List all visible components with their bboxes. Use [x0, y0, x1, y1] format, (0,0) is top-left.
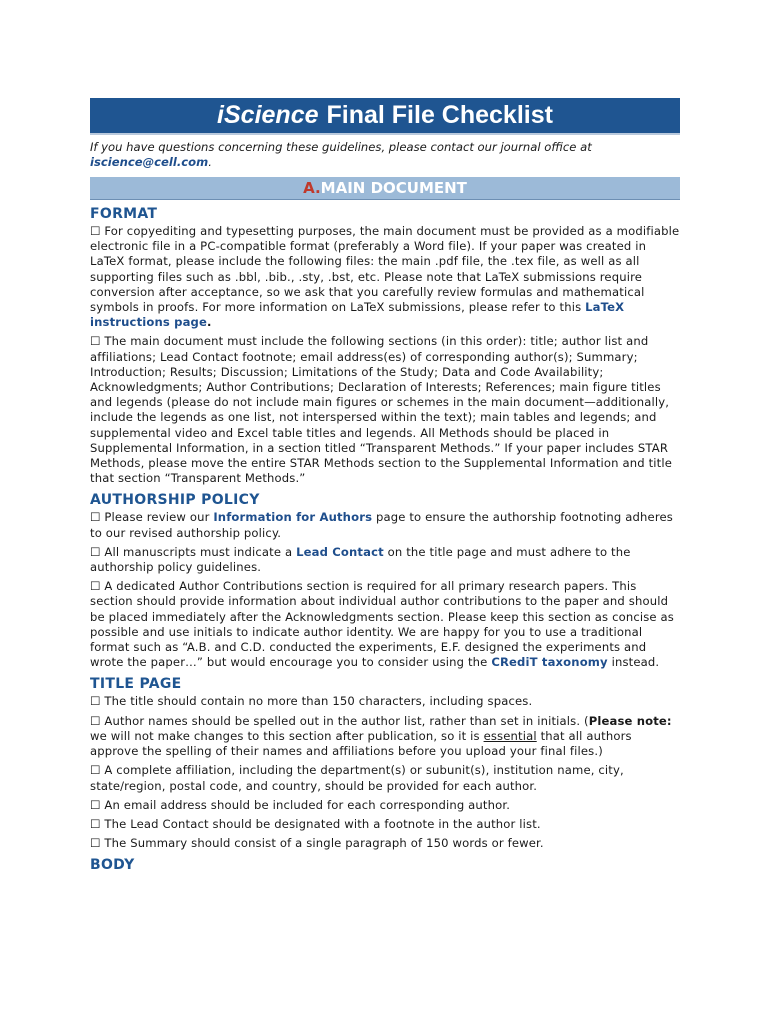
- intro-text: If you have questions concerning these guidelines, please contact our journal office at iscience@cell.com.: [90, 140, 592, 169]
- heading-format: FORMAT: [90, 206, 158, 222]
- checkbox-icon[interactable]: ☐: [90, 224, 101, 238]
- checklist-item-authorship-2: ☐ All manuscripts must indicate a Lead Contact on the title page and must adhere to the authorship policy guidelines.: [90, 544, 631, 575]
- title-text: Final File Checklist: [326, 101, 553, 129]
- checklist-item-authorship-1: ☐ Please review our Information for Authors page to ensure the authorship footnoting adheres to our revised authorship policy.: [90, 510, 673, 540]
- checklist-item-format-2: ☐ The main document must include the following sections (in this order): title; author list and affiliations; Lead Contact footnote; email address(es) of corresponding author(s); Summary; Introduction; Results; Discussion; Limitations of the Study; Data and Code Availability; Acknowledgments; Author Contributions; Declaration of Interests; References; main figure titles and legends (please do not include main figures or schemes in the main document—additionally, include the legends as one list, not interspersed within the text); main tables and legends; and supplemental video and Excel table titles and legends. All Methods should be placed in Supplemental Information, in a section titled “Transparent Methods.” If your paper includes STAR Methods, please move the entire STAR Methods section to the Supplemental Information and title that section “Transparent Methods.”: [90, 334, 672, 486]
- information-for-authors-link[interactable]: Information for Authors: [213, 510, 373, 525]
- credit-taxonomy-link[interactable]: CRediT taxonomy: [491, 655, 608, 670]
- lead-contact-link[interactable]: Lead Contact: [296, 544, 384, 559]
- latex-instructions-link[interactable]: LaTeX instructions page: [90, 300, 625, 330]
- heading-title-page: TITLE PAGE: [90, 676, 182, 693]
- checklist-item-title-4: ☐ An email address should be included for each corresponding author.: [90, 797, 511, 812]
- checklist-item-title-2: ☐ Author names should be spelled out in the author list, rather than set in initials. (Please note: we will not make changes to this section after publication, so it is essential that all authors approve the spelling of their names and affiliations before you upload your final files.): [90, 713, 672, 759]
- heading-body: BODY: [90, 857, 135, 874]
- checklist-item-title-3: ☐ A complete affiliation, including the department(s) or subunit(s), institution name, city, state/region, postal code, and country, should be provided for each author.: [90, 763, 624, 793]
- checkbox-icon[interactable]: ☐: [90, 816, 101, 831]
- checkbox-icon[interactable]: ☐: [90, 836, 101, 851]
- email-link[interactable]: iscience@cell.com: [90, 155, 209, 169]
- checklist-item-authorship-3: ☐ A dedicated Author Contributions section is required for all primary research papers. This section should provide information about individual author contributions to the paper and should be placed immediately after the Acknowledgments section. Please keep this section as concise as possible and use initials to indicate author identity. We are happy for you to use a traditional format such as “A.B. and C.D. conducted the experiments, E.F. designed the experiments and wrote the paper…” but would encourage you to consider using the CRediT taxonomy instead.: [90, 579, 674, 670]
- checkbox-icon[interactable]: ☐: [90, 694, 101, 709]
- checkbox-icon[interactable]: ☐: [90, 544, 101, 559]
- heading-authorship-policy: AUTHORSHIP POLICY: [90, 492, 260, 509]
- page-title: [90, 98, 680, 135]
- section-letter: A.: [303, 179, 321, 197]
- checkbox-icon[interactable]: ☐: [90, 763, 101, 778]
- checkbox-icon[interactable]: ☐: [90, 510, 101, 525]
- checklist-page: [90, 98, 680, 875]
- checklist-item-title-6: ☐ The Summary should consist of a single paragraph of 150 words or fewer.: [90, 836, 544, 851]
- section-label: MAIN DOCUMENT: [320, 179, 467, 197]
- checklist-item-title-5: ☐ The Lead Contact should be designated with a footnote in the author list.: [90, 816, 541, 831]
- checkbox-icon[interactable]: ☐: [90, 579, 101, 594]
- checklist-item-title-1: ☐ The title should contain no more than 150 characters, including spaces.: [90, 694, 533, 709]
- checklist-item-format-1: ☐ For copyediting and typesetting purposes, the main document must be provided as a modifiable electronic file in a PC-compatible format (preferably a Word file). If your paper was created in LaTeX format, please include the following files: the main .pdf file, the .tex file, as well as all supporting files such as .bbl, .bib., .sty, .bst, etc. Please note that LaTeX submissions require conversion after acceptance, so we ask that you carefully review formulas and mathematical symbols in proofs. For more information on LaTeX submissions, please refer to this LaTeX instructions page.: [90, 224, 680, 330]
- section-header-main-document: [90, 177, 680, 200]
- title-journal: iScience: [217, 101, 319, 129]
- checkbox-icon[interactable]: ☐: [90, 334, 101, 349]
- checkbox-icon[interactable]: ☐: [90, 713, 101, 728]
- checkbox-icon[interactable]: ☐: [90, 797, 101, 812]
